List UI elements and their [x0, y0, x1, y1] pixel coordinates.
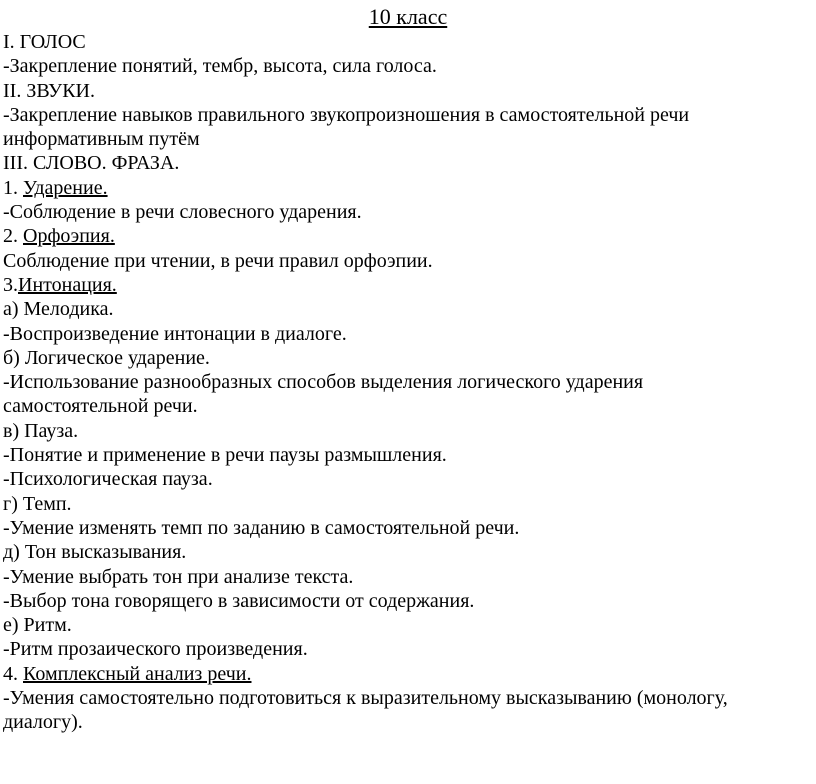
text-line: -Ритм прозаического произведения. — [3, 638, 308, 661]
section-heading-sounds: II. ЗВУКИ. — [3, 79, 96, 102]
text-line: -Использование разнообразных способов выделения логического ударения — [3, 371, 644, 394]
section-heading-voice: I. ГОЛОС — [3, 31, 86, 53]
text-line: самостоятельной речи. — [3, 395, 198, 418]
text-line: -Умение выбрать тон при анализе текста. — [3, 565, 354, 588]
subsection-heading-complex-analysis — [3, 662, 816, 686]
subsection-heading-intonation — [3, 273, 816, 297]
text-line: г) Темп. — [3, 492, 72, 515]
text-line: в) Пауза. — [3, 419, 79, 442]
subsection-number: 2. — [3, 225, 23, 248]
text-line: информативным путём — [3, 128, 200, 151]
text-line: -Умения самостоятельно подготовиться к выразительному высказыванию (монологу, — [3, 687, 728, 710]
text-line: -Соблюдение в речи словесного ударения. — [3, 201, 362, 224]
subsection-title: Ударение. — [23, 176, 108, 199]
text-line: -Умение изменять темп по заданию в самостоятельной речи. — [3, 516, 520, 539]
text-line: -Психологическая пауза. — [3, 468, 213, 491]
text-line: а) Мелодика. — [3, 298, 114, 321]
text-line: е) Ритм. — [3, 614, 72, 637]
text-line: диалогу). — [3, 711, 83, 734]
text-line: б) Логическое ударение. — [3, 346, 210, 369]
text-line: -Воспроизведение интонации в диалоге. — [3, 322, 347, 345]
document-title: 10 класс — [368, 4, 448, 29]
section-heading-word-phrase: III. СЛОВО. ФРАЗА. — [3, 152, 180, 175]
subsection-heading-stress — [3, 176, 816, 200]
subsection-heading-orthoepy — [3, 224, 816, 248]
text-line: -Закрепление понятий, тембр, высота, сила голоса. — [3, 55, 437, 78]
text-line: д) Тон высказывания. — [3, 541, 187, 564]
subsection-title: Орфоэпия. — [23, 225, 115, 248]
text-line: -Закрепление навыков правильного звукопроизношения в самостоятельной речи — [3, 103, 690, 126]
text-line: -Выбор тона говорящего в зависимости от содержания. — [3, 589, 475, 612]
subsection-title: Интонация. — [18, 273, 117, 296]
subsection-number: 1. — [3, 176, 23, 199]
subsection-title: Комплексный анализ речи. — [23, 662, 252, 685]
text-line: Соблюдение при чтении, в речи правил орфоэпии. — [3, 249, 433, 272]
subsection-number: 3. — [3, 273, 18, 296]
text-line: -Понятие и применение в речи паузы размышления. — [3, 444, 447, 467]
subsection-number: 4. — [3, 662, 23, 685]
